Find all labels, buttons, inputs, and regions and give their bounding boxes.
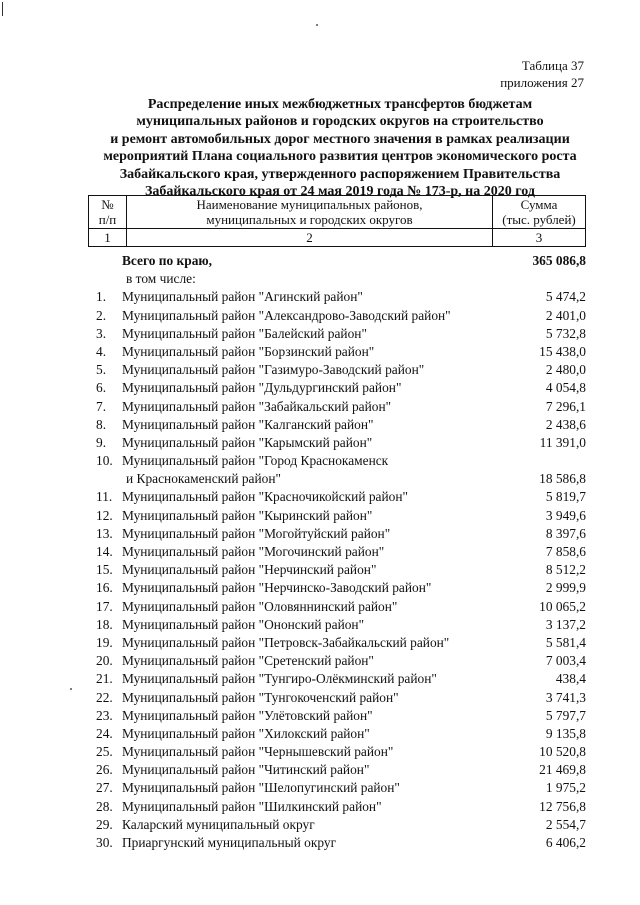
- title-line: Забайкальского края, утвержденного распоряжением Правительства: [119, 166, 561, 182]
- row-name: [122, 507, 372, 525]
- column-index-3: 3: [493, 229, 586, 247]
- row-name-line: Муниципальный район "Могойтуйский район": [122, 525, 391, 541]
- row-name: [122, 288, 363, 306]
- table-row: [0, 761, 640, 779]
- row-name-line: Муниципальный район "Чернышевский район": [122, 744, 394, 760]
- row-name-line: Муниципальный район "Шелопугинский район": [122, 780, 400, 796]
- row-number: 9.: [96, 434, 107, 450]
- table-row: [0, 307, 640, 325]
- row-name: [122, 761, 369, 779]
- row-value: 1 975,2: [545, 780, 586, 796]
- row-name: [122, 707, 373, 725]
- row-number: 17.: [96, 598, 113, 614]
- row-name: [122, 525, 390, 543]
- table-row: [0, 725, 640, 743]
- row-value: 10 520,8: [539, 744, 586, 760]
- row-name-line: Муниципальный район "Хилокский район": [122, 725, 370, 741]
- table-row: [0, 452, 640, 488]
- column-header-name: Наименование муниципальных районов, муниципальных и городских округов: [127, 196, 493, 229]
- total-row: [0, 252, 640, 270]
- row-name-line: Муниципальный район "Забайкальский район": [122, 398, 392, 414]
- row-value: 5 819,7: [545, 489, 586, 505]
- table-row: [0, 779, 640, 797]
- row-number: 12.: [96, 507, 113, 523]
- row-value: 7 296,1: [545, 398, 586, 414]
- row-number: 14.: [96, 544, 113, 560]
- total-label: Всего по краю,: [122, 253, 212, 268]
- row-value: 5 474,2: [545, 289, 586, 305]
- row-number: 25.: [96, 744, 113, 760]
- row-number: 3.: [96, 325, 107, 341]
- table-row: [0, 543, 640, 561]
- row-name-line: Муниципальный район "Красночикойский район": [122, 489, 408, 505]
- row-number: 2.: [96, 307, 107, 323]
- row-value: 11 391,0: [539, 434, 586, 450]
- table-row: [0, 288, 640, 306]
- row-number: 10.: [96, 453, 113, 469]
- table-row: [0, 561, 640, 579]
- table-row: [0, 743, 640, 761]
- column-header-sum: Сумма (тыс. рублей): [493, 196, 586, 229]
- row-name: [122, 561, 376, 579]
- row-name: [122, 834, 336, 852]
- row-name: [122, 779, 400, 797]
- row-value: 15 438,0: [539, 343, 586, 359]
- row-number: 11.: [96, 489, 113, 505]
- table-number-label: Таблица 37: [521, 58, 584, 73]
- table-row: [0, 379, 640, 397]
- row-name: [122, 689, 399, 707]
- row-name-line: Муниципальный район "Город Краснокаменск: [122, 453, 389, 469]
- row-name-line: Муниципальный район "Читинский район": [122, 762, 370, 778]
- row-name: [122, 307, 451, 325]
- column-index-1: 1: [89, 229, 127, 247]
- table-row: [0, 507, 640, 525]
- row-name: [122, 670, 437, 688]
- table-row: [0, 652, 640, 670]
- row-number: 20.: [96, 653, 113, 669]
- row-name-line: Муниципальный район "Улётовский район": [122, 707, 373, 723]
- row-name: [122, 398, 391, 416]
- table-row: [0, 325, 640, 343]
- row-name-line: Муниципальный район "Агинский район": [122, 289, 363, 305]
- row-number: 29.: [96, 816, 113, 832]
- table-row: [0, 343, 640, 361]
- row-name-line: Муниципальный район "Кыринский район": [122, 507, 373, 523]
- row-number: 24.: [96, 725, 113, 741]
- row-value: 4 054,8: [545, 380, 586, 396]
- scan-speck: [316, 24, 318, 26]
- row-value: 2 480,0: [545, 362, 586, 378]
- row-name-line: Приаргунский муниципальный округ: [122, 835, 337, 851]
- row-value: 9 135,8: [545, 725, 586, 741]
- row-number: 15.: [96, 562, 113, 578]
- row-number: 26.: [96, 762, 113, 778]
- row-name-line: Муниципальный район "Оловяннинский район": [122, 598, 398, 614]
- row-value: 8 397,6: [545, 525, 586, 541]
- row-name: [122, 416, 373, 434]
- row-number: 23.: [96, 707, 113, 723]
- row-number: 19.: [96, 634, 113, 650]
- title-line: и ремонт автомобильных дорог местного значения в рамках реализации: [110, 131, 570, 147]
- table-body: [0, 252, 640, 852]
- row-name: [122, 452, 388, 488]
- row-name-line: Каларский муниципальный округ: [122, 816, 315, 832]
- row-number: 6.: [96, 380, 107, 396]
- row-name-line: Муниципальный район "Тунгокоченский район": [122, 689, 399, 705]
- title-line: Распределение иных межбюджетных трансфертов бюджетам: [147, 97, 533, 112]
- row-name: [122, 598, 397, 616]
- row-name-line: Муниципальный район "Могочинский район": [122, 544, 385, 560]
- including-row: [0, 270, 640, 288]
- row-name-line: Муниципальный район "Дульдургинский район": [122, 380, 402, 396]
- row-value: 2 554,7: [545, 816, 586, 832]
- row-name-line: Муниципальный район "Карымский район": [122, 434, 373, 450]
- row-number: 27.: [96, 780, 113, 796]
- row-value: 2 401,0: [545, 307, 586, 323]
- row-name-line: Муниципальный район "Александрово-Заводский район": [122, 307, 451, 323]
- row-value: 21 469,8: [539, 762, 586, 778]
- column-header-number: № п/п: [89, 196, 127, 229]
- row-value: 8 512,2: [545, 562, 586, 578]
- row-value: 3 137,2: [545, 616, 586, 632]
- row-value: 5 797,7: [545, 707, 586, 723]
- row-name-line: Муниципальный район "Нерчинский район": [122, 562, 377, 578]
- table-row: [0, 670, 640, 688]
- column-index-2: 2: [127, 229, 493, 247]
- row-name-line: Муниципальный район "Сретенский район": [122, 653, 374, 669]
- appendix-label: приложения 27: [500, 75, 584, 90]
- table-row: [0, 398, 640, 416]
- row-name: [122, 434, 372, 452]
- row-name: [122, 343, 374, 361]
- table-row: [0, 616, 640, 634]
- row-number: 18.: [96, 616, 113, 632]
- row-value: 7 003,4: [545, 653, 586, 669]
- row-name: [122, 616, 364, 634]
- table-row: [0, 579, 640, 597]
- including-label: в том числе:: [126, 271, 196, 287]
- row-name-line: и Краснокаменский район": [126, 471, 281, 487]
- row-name: [122, 579, 431, 597]
- table-row: [0, 416, 640, 434]
- row-name: [122, 743, 393, 761]
- table-row: [0, 834, 640, 852]
- table-row: [0, 525, 640, 543]
- row-number: 16.: [96, 580, 113, 596]
- row-value: 2 999,9: [545, 580, 586, 596]
- row-value: 5 581,4: [545, 634, 586, 650]
- row-value: 18 586,8: [539, 471, 586, 487]
- title-line: мероприятий Плана социального развития центров экономического роста: [103, 149, 577, 165]
- row-value: 12 756,8: [539, 798, 586, 814]
- row-number: 21.: [96, 671, 113, 687]
- row-name: [122, 379, 401, 397]
- row-number: 5.: [96, 362, 107, 378]
- row-number: 8.: [96, 416, 107, 432]
- row-name-line: Муниципальный район "Калганский район": [122, 416, 374, 432]
- row-name: [122, 816, 315, 834]
- table-row: [0, 488, 640, 506]
- row-value: 3 949,6: [545, 507, 586, 523]
- document-title: [60, 96, 620, 200]
- title-line: муниципальных районов и городских округов на строительство: [136, 114, 544, 130]
- row-number: 1.: [96, 289, 107, 305]
- row-name-line: Муниципальный район "Петровск-Забайкальский район": [122, 634, 450, 650]
- table-row: [0, 816, 640, 834]
- row-value: 10 065,2: [539, 598, 586, 614]
- row-name-line: Муниципальный район "Тунгиро-Олёкминский район": [122, 671, 437, 687]
- row-name: [122, 725, 370, 743]
- row-name-line: Муниципальный район "Ононский район": [122, 616, 365, 632]
- row-number: 30.: [96, 835, 113, 851]
- table-row: [0, 434, 640, 452]
- total-value: 365 086,8: [532, 253, 586, 268]
- row-name: [122, 652, 374, 670]
- row-number: 4.: [96, 343, 107, 359]
- table-row: [0, 598, 640, 616]
- title-line: Забайкальского края от 24 мая 2019 года № 173-р, на 2020 год: [145, 184, 535, 200]
- row-name: [122, 325, 367, 343]
- table-header: [88, 195, 586, 247]
- row-name: [122, 361, 424, 379]
- row-value: 5 732,8: [545, 325, 586, 341]
- row-number: 28.: [96, 798, 113, 814]
- row-name-line: Муниципальный район "Балейский район": [122, 325, 367, 341]
- row-number: 13.: [96, 525, 113, 541]
- row-number: 22.: [96, 689, 113, 705]
- row-name-line: Муниципальный район "Борзинский район": [122, 343, 375, 359]
- row-value: 2 438,6: [545, 416, 586, 432]
- table-row: [0, 634, 640, 652]
- table-row: [0, 689, 640, 707]
- row-value: 7 858,6: [545, 544, 586, 560]
- table-row: [0, 798, 640, 816]
- row-value: 6 406,2: [545, 835, 586, 851]
- row-name: [122, 634, 449, 652]
- row-name-line: Муниципальный район "Нерчинско-Заводский район": [122, 580, 432, 596]
- table-row: [0, 707, 640, 725]
- row-name: [122, 488, 408, 506]
- scan-corner-mark: [2, 2, 3, 16]
- row-name: [122, 798, 382, 816]
- table-row: [0, 361, 640, 379]
- row-name: [122, 543, 384, 561]
- row-name-line: Муниципальный район "Газимуро-Заводский район": [122, 362, 425, 378]
- row-value: 3 741,3: [545, 689, 586, 705]
- row-number: 7.: [96, 398, 107, 414]
- row-value: 438,4: [555, 671, 586, 687]
- row-name-line: Муниципальный район "Шилкинский район": [122, 798, 382, 814]
